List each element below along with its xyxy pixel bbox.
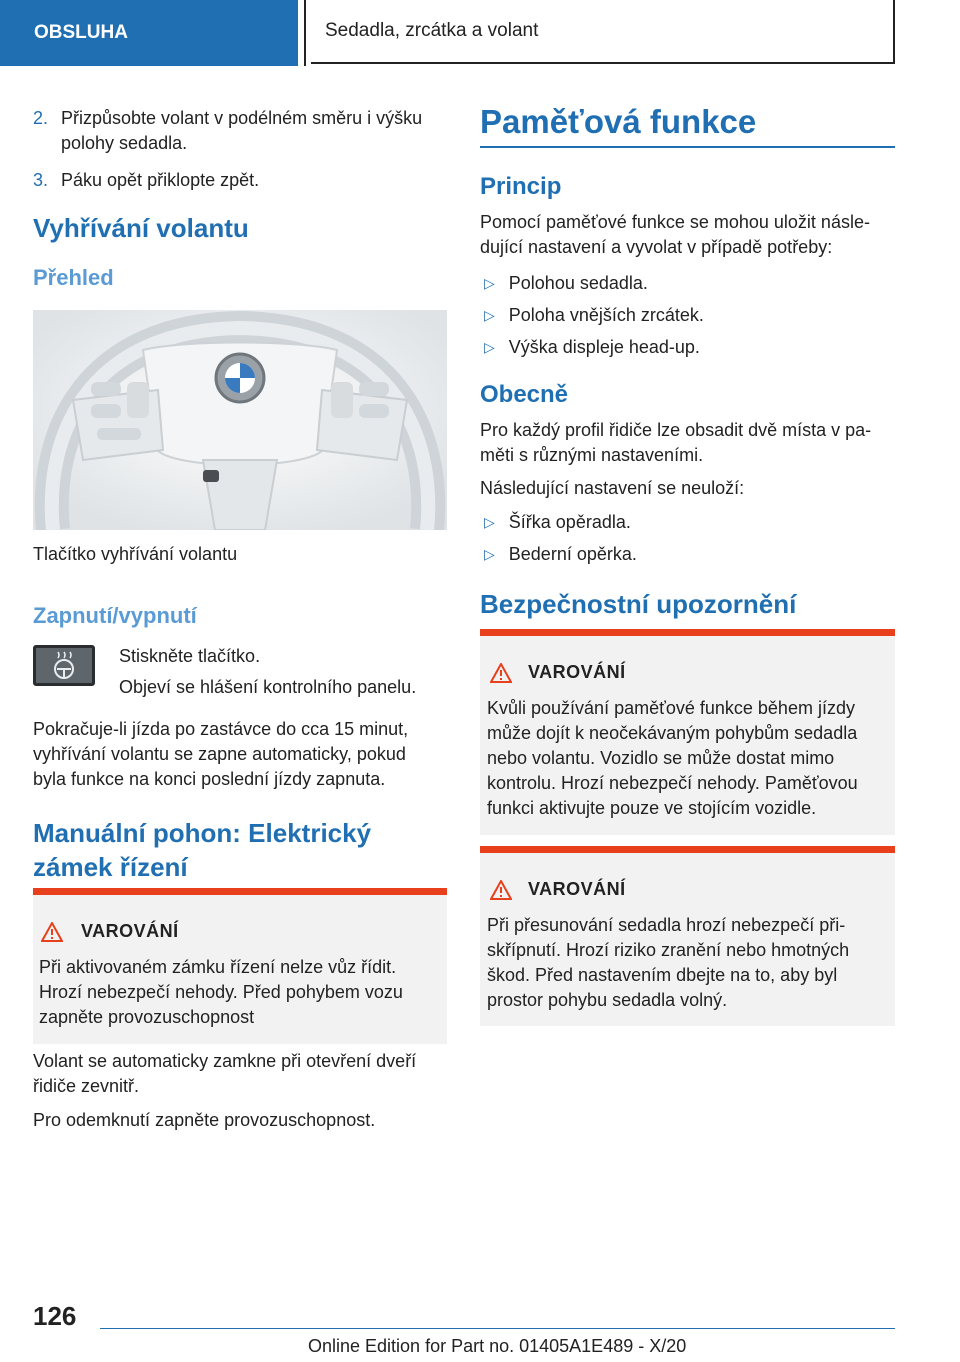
- warning-line: nebo volantu. Vozidlo se může dostat mimo: [487, 748, 835, 768]
- warning-triangle-icon: [490, 663, 512, 683]
- warning-line: Při přesunování sedadla hrozí nebezpečí při-: [487, 915, 846, 935]
- page-number: 126: [33, 1301, 77, 1331]
- safety-title: Bezpečnostní upozornění: [480, 589, 797, 619]
- onoff-result: Objeví se hlášení kontrolního panelu.: [119, 677, 417, 697]
- warning-text: [39, 955, 403, 1030]
- paragraph-line: Volant se automaticky zamkne při otevření dveří: [33, 1051, 417, 1071]
- heating-title: Vyhřívání volantu: [33, 213, 249, 243]
- chapter-title: Sedadla, zrcátka a volant: [325, 20, 539, 41]
- onoff-instruction: Stiskněte tlačítko.: [119, 646, 261, 666]
- warning-line: prostor pohybu sedadla volný.: [487, 990, 728, 1010]
- bullet-triangle-icon: ▷: [484, 338, 495, 355]
- not-saved-bullets: [484, 506, 637, 570]
- auto-heat-paragraph: [33, 717, 463, 792]
- image-caption: Tlačítko vyhřívání volantu: [33, 544, 238, 564]
- warning-title: VAROVÁNÍ: [528, 662, 626, 682]
- list-item: [484, 299, 704, 331]
- step-item: [33, 168, 453, 193]
- step-item: [33, 106, 453, 156]
- general-title: Obecně: [480, 381, 569, 408]
- warning-box: [480, 629, 895, 835]
- header-divider: [304, 0, 306, 66]
- title-rule: [480, 146, 895, 148]
- warning-title: VAROVÁNÍ: [528, 879, 626, 899]
- warning-line: Při aktivovaném zámku řízení nelze vůz řídit.: [39, 957, 397, 977]
- principle-text: [480, 210, 870, 260]
- edition-text: Online Edition for Part no. 01405A1E489 - X/20: [308, 1336, 687, 1356]
- bullet-triangle-icon: ▷: [484, 545, 495, 562]
- warning-line: skřípnutí. Hrozí riziko zranění nebo hmotných: [487, 940, 850, 960]
- list-item-text: Polohou sedadla.: [508, 272, 648, 293]
- list-item: [484, 267, 704, 299]
- warning-box: [33, 888, 447, 1044]
- warning-line: kontrolu. Hrozí nebezpečí nehody. Paměťovou: [487, 773, 858, 793]
- lock-title-line: Manuální pohon: Elektrický: [33, 818, 372, 848]
- bullet-triangle-icon: ▷: [484, 306, 495, 323]
- paragraph-line: byla funkce na konci poslední jízdy zapnuta.: [33, 769, 386, 789]
- lock-title-line: zámek řízení: [33, 852, 188, 882]
- step-number: 2.: [33, 108, 49, 128]
- list-item: [484, 506, 637, 538]
- steering-wheel-icon: [33, 310, 447, 530]
- warning-line: zapněte provozuschopnost: [39, 1007, 255, 1027]
- warning-line: Hrozí nebezpečí nehody. Před pohybem vozu: [39, 982, 403, 1002]
- step-list: [33, 106, 453, 193]
- list-item-text: Výška displeje head-up.: [508, 336, 700, 357]
- warning-triangle-icon: [41, 922, 63, 942]
- overview-title: Přehled: [33, 265, 114, 290]
- onoff-title: Zapnutí/vypnutí: [33, 603, 197, 628]
- paragraph-line: Pro každý profil řidiče lze obsadit dvě místa v pa-: [480, 420, 872, 440]
- paragraph-line: Pokračuje-li jízda po zastávce do cca 15 minut,: [33, 719, 409, 739]
- bullet-triangle-icon: ▷: [484, 274, 495, 291]
- principle-bullets: [484, 267, 704, 363]
- section-title: OBSLUHA: [34, 22, 128, 43]
- list-item-text: Poloha vnějších zrcátek.: [508, 304, 704, 325]
- memory-title: Paměťová funkce: [480, 103, 757, 140]
- warning-line: Kvůli používání paměťové funkce během jízdy: [487, 698, 855, 718]
- principle-title: Princip: [480, 173, 562, 200]
- list-item: [484, 538, 637, 570]
- list-item: [484, 331, 704, 363]
- step-text: polohy sedadla.: [61, 133, 188, 153]
- warning-line: škod. Před nastavením dbejte na to, aby byl: [487, 965, 838, 985]
- warning-triangle-icon: [490, 880, 512, 900]
- warning-title: VAROVÁNÍ: [81, 921, 179, 941]
- paragraph-line: dující nastavení a vyvolat v případě potřeby:: [480, 237, 833, 257]
- lock-title: [33, 816, 371, 884]
- warning-line: může dojít k neočekávaným pohybům sedadla: [487, 723, 858, 743]
- paragraph-line: měti s různými nastaveními.: [480, 445, 704, 465]
- warning-text: [487, 696, 858, 821]
- paragraph-line: řidiče zevnitř.: [33, 1076, 140, 1096]
- list-item-text: Šířka opěradla.: [508, 511, 631, 532]
- warning-box: [480, 846, 895, 1026]
- step-text: Přizpůsobte volant v podélném směru i výšku: [61, 108, 423, 128]
- bullet-triangle-icon: ▷: [484, 513, 495, 530]
- step-number: 3.: [33, 170, 49, 190]
- lock-paragraph: [33, 1049, 463, 1099]
- not-saved-text: Následující nastavení se neuloží:: [480, 478, 745, 498]
- unlock-paragraph: Pro odemknutí zapněte provozuschopnost.: [33, 1110, 376, 1130]
- warning-text: [487, 913, 849, 1013]
- chapter-header: [311, 0, 895, 64]
- list-item-text: Bederní opěrka.: [508, 543, 637, 564]
- general-text: [480, 418, 871, 468]
- paragraph-line: Pomocí paměťové funkce se mohou uložit násle-: [480, 212, 870, 232]
- warning-line: funkci aktivujte pouze ve stojícím vozidle.: [487, 798, 817, 818]
- steering-heat-button: [33, 645, 95, 686]
- paragraph-line: vyhřívání volantu se zapne automaticky, pokud: [33, 744, 406, 764]
- step-text: Páku opět přiklopte zpět.: [61, 170, 260, 190]
- steering-wheel-image: [33, 310, 447, 530]
- steering-heat-icon: [36, 648, 92, 683]
- footer-rule: [100, 1328, 895, 1329]
- section-tab: [0, 0, 298, 66]
